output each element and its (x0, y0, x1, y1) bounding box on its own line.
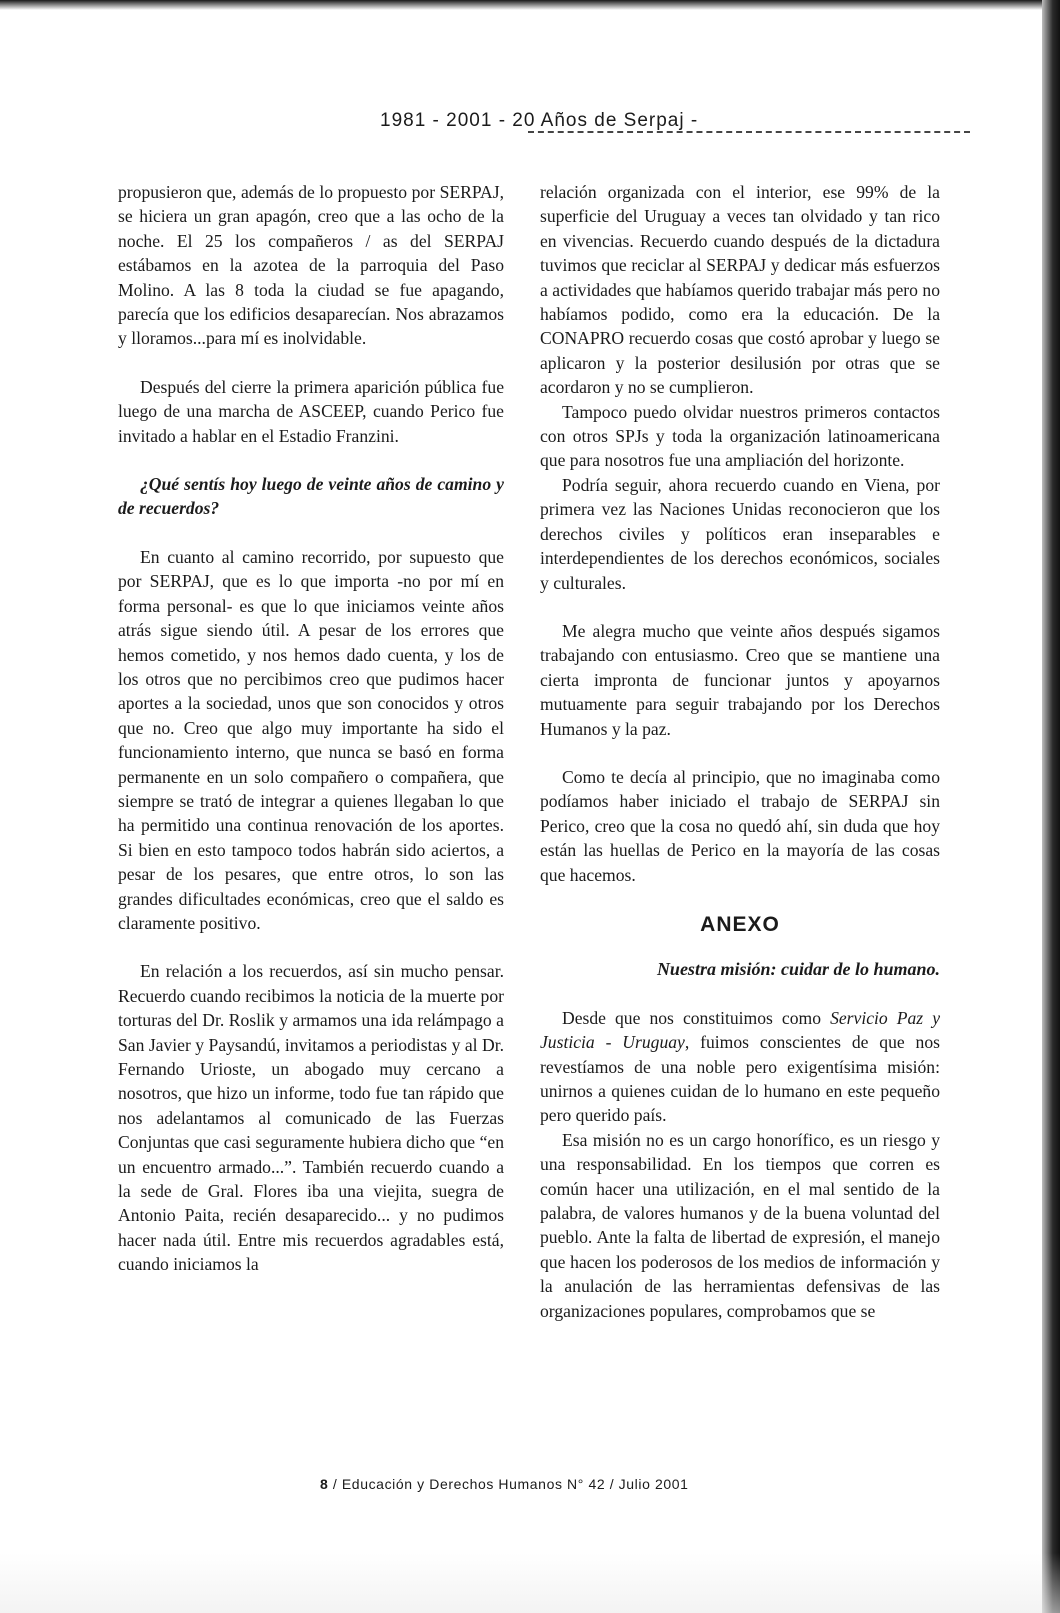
scan-right-edge (1042, 0, 1060, 1613)
paragraph: relación organizada con el interior, ese 99% de la superficie del Uruguay a veces tan olvidado y tan rico en vivencias. Recuerdo cuando después de la dictadura tuvimos que reciclar al SERPAJ y dedicar más esfuerzos a actividades que habíamos querido trabajar más pero no habíamos podido, como era la educación. De la CONAPRO recuerdo cosas que costó aprobar y luego se aplicaron y la posterior desilusión por otras que se acordaron y no se cumplieron. (540, 182, 940, 398)
annex-paragraph (540, 1006, 940, 1128)
paragraph: Me alegra mucho que veinte años después sigamos trabajando con entusiasmo. Creo que se mantiene una cierta impronta de funcionar juntos y apoyarnos mutuamente para seguir trabajando por los Derechos Humanos y la paz. (540, 620, 940, 739)
running-head-rule (528, 131, 970, 133)
page-number: 8 (320, 1476, 329, 1492)
interview-question: ¿Qué sentís hoy luego de veinte años de camino y de recuerdos? (118, 474, 504, 519)
scan-bottom-shade (0, 1553, 1060, 1613)
annex-text: Desde que nos constituimos como (562, 1007, 831, 1028)
organization-name: Servicio Paz y Justicia - Uruguay (540, 1007, 940, 1053)
publication-info: / Educación y Derechos Humanos N° 42 / Julio 2001 (332, 1476, 689, 1492)
paragraph: Podría seguir, ahora recuerdo cuando en Viena, por primera vez las Naciones Unidas reconocieron que los derechos civiles y políticos eran inseparables e interdependientes de los derechos económicos, sociales y culturales. (540, 474, 940, 593)
annex-paragraph: Esa misión no es un cargo honorífico, es un riesgo y una responsabilidad. En los tiempos que corren es común hacer una utilización, en el mal sentido de la palabra, de valores humanos y de la buena voluntad del pueblo. Ante la falta de libertad de expresión, el manejo que hacen los poderosos de los medios de información y la anulación de las herramientas defensivas de las organizaciones populares, comprobamos que se (540, 1129, 940, 1321)
left-column (118, 180, 504, 1277)
annex-heading: ANEXO (700, 912, 780, 936)
paragraph: Después del cierre la primera aparición pública fue luego de una marcha de ASCEEP, cuando Perico fue invitado a hablar en el Estadio Franzini. (118, 376, 504, 446)
paragraph: En cuanto al camino recorrido, por supuesto que por SERPAJ, que es lo que importa -no por mí en forma personal- es que lo que iniciamos veinte años atrás sigue siendo útil. A pesar de los errores que hemos cometido, y nos hemos dado cuenta, y los de los otros que no percibimos creo que pudimos hacer aportes a la sociedad, unos que son conocidos y otros que no. Creo que algo muy importante ha sido el funcionamiento interno, que nunca se basó en forma permanente en un solo compañero o compañera, que siempre se trató de integrar a quienes llegaban lo que ha permitido una continua renovación de los aportes. Si bien en esto tampoco todos habrán sido aciertos, a pesar de los pesares, que entre otros, lo son las grandes dificultades económicas, creo que el saldo es claramente positivo. (118, 546, 504, 933)
running-head-text: 1981 - 2001 - 20 Años de Serpaj - (380, 110, 699, 131)
page-footer (320, 1476, 689, 1492)
scan-top-edge (0, 0, 1060, 10)
annex-subheading: Nuestra misión: cuidar de lo humano. (656, 959, 940, 980)
paragraph: En relación a los recuerdos, así sin mucho pensar. Recuerdo cuando recibimos la noticia de la muerte por torturas del Dr. Roslik y armamos una ida relámpago a San Javier y Paysandú, invitamos a periodistas y al Dr. Fernando Urioste, un abogado muy cercano a nosotros, que hizo un informe, todo fue tan rápido que nos adelantamos al comunicado de las Fuerzas Conjuntas que casi seguramente hubiera dicho que “en un encuentro armado...”. También recuerdo cuando a la sede de Gral. Flores iba una viejita, suegra de Antonio Paita, recién desaparecido... y no pudimos hacer nada útil. Entre mis recuerdos agradables está, cuando iniciamos la (118, 961, 504, 1275)
paragraph: Como te decía al principio, que no imaginaba como podíamos haber iniciado el trabajo de SERPAJ sin Perico, creo que la cosa no quedó ahí, sin duda que hoy están las huellas de Perico en la mayoría de las cosas que hacemos. (540, 766, 940, 885)
paragraph: Tampoco puedo olvidar nuestros primeros contactos con otros SPJs y toda la organización latinoamericana que para nosotros fue una ampliación del horizonte. (540, 401, 940, 471)
paragraph: propusieron que, además de lo propuesto por SERPAJ, se hiciera un gran apagón, creo que a las ocho de la noche. El 25 los compañeros / as del SERPAJ estábamos en la azotea de la parroquia del Paso Molino. A las 8 toda la ciudad se fue apagando, parecía que los edificios desaparecían. Nos abrazamos y lloramos...para mí es inolvidable. (118, 182, 504, 349)
right-column (540, 180, 940, 1323)
running-head (380, 110, 970, 136)
annex-text: , fuimos conscientes de que nos revestíamos de una noble pero exigentísima misión: unirnos a quienes cuidan de lo humano en este pequeño pero querido país. (540, 1032, 940, 1126)
